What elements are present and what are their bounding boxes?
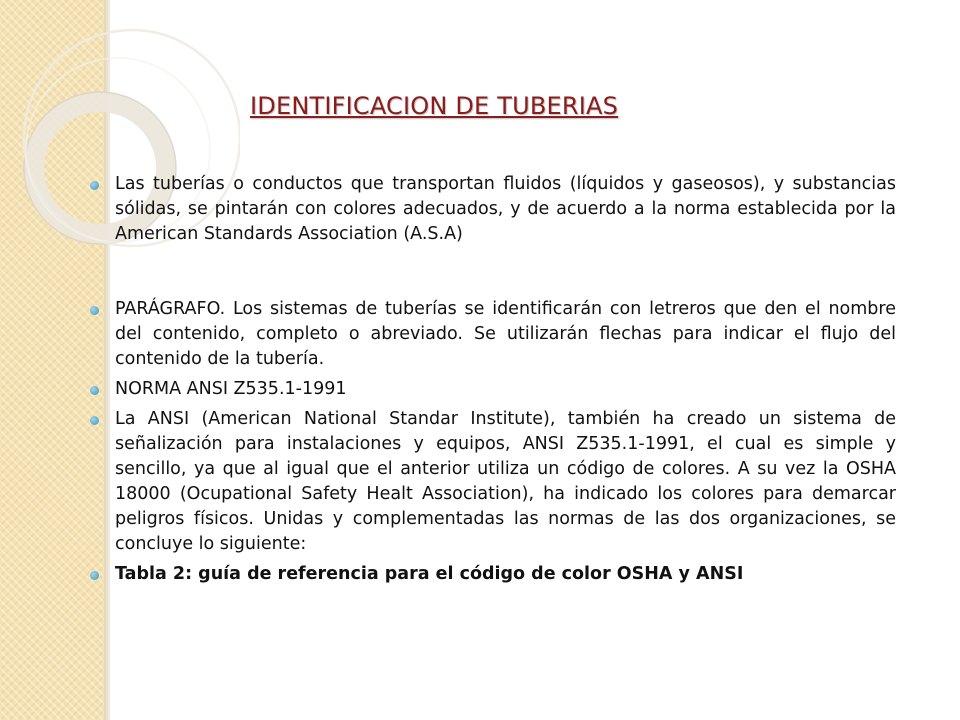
list-item-text: Las tuberías o conductos que transportan fluidos (líquidos y gaseosos), y substancias sólidas, se pintarán con colores adecuados, y de acuerdo a la norma establecida por la American Standards Association (A.S.A): [115, 174, 896, 244]
list-item: [90, 172, 896, 247]
list-item: [90, 562, 896, 587]
bullet-icon: [90, 386, 99, 395]
bullet-icon: [90, 181, 99, 190]
bullet-icon: [90, 571, 99, 580]
list-item: [90, 377, 896, 402]
list-item-text: La ANSI (American National Standar Institute), también ha creado un sistema de señalización para instalaciones y equipos, ANSI Z535.1-1991, el cual es simple y sencillo, ya que al igual que el anterior utiliza un código de colores. A su vez la OSHA 18000 (Ocupational Safety Healt Association), ha indicado los colores para demarcar peligros físicos. Unidas y complementadas las normas de las dos organizaciones, se concluye lo siguiente:: [115, 409, 896, 554]
bullet-list: [90, 172, 896, 587]
list-item-text: PARÁGRAFO. Los sistemas de tuberías se identificarán con letreros que den el nombre del contenido, completo o abreviado. Se utilizarán flechas para indicar el flujo del contenido de la tubería.: [115, 299, 896, 369]
list-item: [90, 297, 896, 372]
table-caption-text: Tabla 2: guía de referencia para el código de color OSHA y ANSI: [115, 564, 744, 584]
bullet-icon: [90, 306, 99, 315]
page-title: IDENTIFICACION DE TUBERIAS: [250, 92, 619, 120]
bullet-icon: [90, 416, 99, 425]
list-item-text: NORMA ANSI Z535.1-1991: [115, 379, 347, 399]
list-item: [90, 407, 896, 557]
